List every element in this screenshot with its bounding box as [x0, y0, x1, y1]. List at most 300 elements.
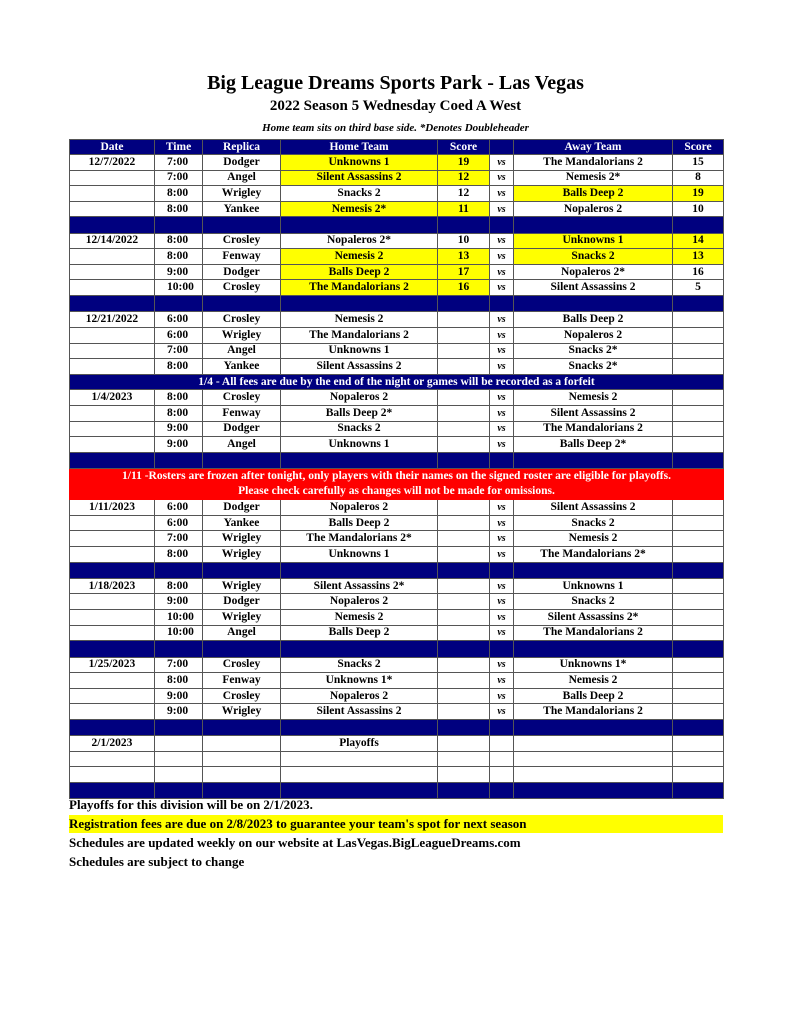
- vs-cell: vs: [490, 625, 514, 641]
- away-team-cell: Nopaleros 2*: [514, 264, 673, 280]
- away-score-cell: 8: [673, 170, 724, 186]
- vs-cell: vs: [490, 688, 514, 704]
- date-cell: 2/1/2023: [70, 736, 155, 752]
- home-team-cell: Balls Deep 2: [281, 515, 438, 531]
- away-score-cell: [673, 343, 724, 359]
- away-team-cell: Silent Assassins 2: [514, 405, 673, 421]
- empty-cell: [203, 751, 281, 767]
- time-cell: 7:00: [155, 531, 203, 547]
- column-header: Score: [673, 140, 724, 155]
- home-score-cell: 12: [438, 186, 490, 202]
- separator-cell: [514, 719, 673, 735]
- away-team-cell: The Mandalorians 2: [514, 625, 673, 641]
- time-cell: [155, 736, 203, 752]
- away-team-cell: The Mandalorians 2*: [514, 546, 673, 562]
- table-row: [70, 657, 724, 673]
- time-cell: 8:00: [155, 233, 203, 249]
- home-team-cell: Unknowns 1: [281, 546, 438, 562]
- vs-cell: vs: [490, 594, 514, 610]
- vs-cell: vs: [490, 405, 514, 421]
- time-cell: 8:00: [155, 546, 203, 562]
- replica-cell: Wrigley: [203, 546, 281, 562]
- time-cell: 7:00: [155, 657, 203, 673]
- column-header: Replica: [203, 140, 281, 155]
- time-cell: 9:00: [155, 437, 203, 453]
- vs-cell: vs: [490, 186, 514, 202]
- separator-cell: [438, 296, 490, 312]
- away-score-cell: 10: [673, 201, 724, 217]
- home-score-cell: 12: [438, 170, 490, 186]
- away-team-cell: Balls Deep 2: [514, 312, 673, 328]
- replica-cell: Angel: [203, 170, 281, 186]
- away-score-cell: 14: [673, 233, 724, 249]
- home-score-cell: [438, 500, 490, 516]
- away-score-cell: [673, 546, 724, 562]
- separator-cell: [70, 217, 155, 233]
- empty-cell: [438, 751, 490, 767]
- empty-cell: [673, 736, 724, 752]
- separator-cell: [438, 782, 490, 798]
- empty-cell: [438, 767, 490, 783]
- vs-cell: vs: [490, 201, 514, 217]
- home-team-cell: Unknowns 1: [281, 155, 438, 171]
- empty-cell: [490, 767, 514, 783]
- replica-cell: Dodger: [203, 155, 281, 171]
- week-separator: [70, 217, 724, 233]
- home-team-cell: Silent Assassins 2: [281, 704, 438, 720]
- separator-cell: [490, 217, 514, 233]
- vs-cell: vs: [490, 531, 514, 547]
- home-team-cell: Nopaleros 2: [281, 390, 438, 406]
- replica-cell: Wrigley: [203, 578, 281, 594]
- date-cell: [70, 625, 155, 641]
- home-team-cell: Nopaleros 2: [281, 500, 438, 516]
- home-team-cell: Nemesis 2: [281, 312, 438, 328]
- home-team-cell: Nopaleros 2: [281, 594, 438, 610]
- replica-cell: Wrigley: [203, 186, 281, 202]
- home-score-cell: [438, 405, 490, 421]
- separator-cell: [490, 719, 514, 735]
- page-title: Big League Dreams Sports Park - Las Vegas: [207, 72, 584, 94]
- away-team-cell: Nemesis 2*: [514, 170, 673, 186]
- empty-cell: [514, 736, 673, 752]
- away-score-cell: [673, 390, 724, 406]
- replica-cell: [203, 736, 281, 752]
- separator-cell: [203, 452, 281, 468]
- vs-cell: vs: [490, 421, 514, 437]
- replica-cell: Dodger: [203, 594, 281, 610]
- time-cell: 9:00: [155, 421, 203, 437]
- home-team-cell: Nemesis 2: [281, 610, 438, 626]
- replica-cell: Yankee: [203, 359, 281, 375]
- replica-cell: Crosley: [203, 280, 281, 296]
- roster-banner-line2-text: Please check carefully as changes will not be made for omissions.: [70, 484, 724, 500]
- time-cell: 9:00: [155, 704, 203, 720]
- separator-cell: [281, 296, 438, 312]
- empty-cell: [438, 736, 490, 752]
- vs-cell: vs: [490, 327, 514, 343]
- separator-cell: [281, 562, 438, 578]
- date-cell: [70, 688, 155, 704]
- separator-cell: [70, 641, 155, 657]
- table-row: [70, 343, 724, 359]
- separator-cell: [281, 641, 438, 657]
- home-team-cell: Silent Assassins 2*: [281, 578, 438, 594]
- separator-cell: [155, 641, 203, 657]
- away-team-cell: Nemesis 2: [514, 531, 673, 547]
- away-score-cell: [673, 312, 724, 328]
- replica-cell: Angel: [203, 343, 281, 359]
- home-score-cell: [438, 610, 490, 626]
- away-score-cell: [673, 327, 724, 343]
- vs-cell: vs: [490, 437, 514, 453]
- separator-cell: [514, 641, 673, 657]
- playoffs-row: [70, 736, 724, 752]
- separator-cell: [203, 217, 281, 233]
- time-cell: 6:00: [155, 312, 203, 328]
- away-score-cell: 5: [673, 280, 724, 296]
- replica-cell: Crosley: [203, 233, 281, 249]
- separator-cell: [203, 719, 281, 735]
- away-score-cell: 19: [673, 186, 724, 202]
- away-team-cell: Snacks 2: [514, 515, 673, 531]
- away-team-cell: Balls Deep 2: [514, 186, 673, 202]
- replica-cell: Angel: [203, 437, 281, 453]
- home-team-cell: Unknowns 1: [281, 343, 438, 359]
- empty-cell: [514, 751, 673, 767]
- separator-cell: [514, 296, 673, 312]
- replica-cell: Dodger: [203, 264, 281, 280]
- replica-cell: Wrigley: [203, 610, 281, 626]
- empty-cell: [155, 767, 203, 783]
- date-cell: [70, 327, 155, 343]
- away-team-cell: Balls Deep 2*: [514, 437, 673, 453]
- vs-cell: vs: [490, 515, 514, 531]
- table-row: [70, 594, 724, 610]
- date-cell: [70, 531, 155, 547]
- playoffs-label: Playoffs: [281, 736, 438, 752]
- away-score-cell: [673, 405, 724, 421]
- separator-cell: [514, 217, 673, 233]
- home-score-cell: 19: [438, 155, 490, 171]
- away-score-cell: 13: [673, 249, 724, 265]
- away-team-cell: Nopaleros 2: [514, 201, 673, 217]
- date-cell: [70, 201, 155, 217]
- replica-cell: Yankee: [203, 201, 281, 217]
- home-team-cell: Nopaleros 2: [281, 688, 438, 704]
- empty-cell: [490, 751, 514, 767]
- separator-cell: [281, 217, 438, 233]
- separator-cell: [155, 719, 203, 735]
- separator-cell: [203, 641, 281, 657]
- date-cell: [70, 359, 155, 375]
- table-row: [70, 170, 724, 186]
- vs-cell: vs: [490, 312, 514, 328]
- away-score-cell: [673, 421, 724, 437]
- vs-cell: vs: [490, 359, 514, 375]
- replica-cell: Crosley: [203, 390, 281, 406]
- replica-cell: Yankee: [203, 515, 281, 531]
- away-team-cell: Snacks 2*: [514, 359, 673, 375]
- table-row: [70, 327, 724, 343]
- table-row: [70, 312, 724, 328]
- replica-cell: Dodger: [203, 421, 281, 437]
- replica-cell: Wrigley: [203, 704, 281, 720]
- home-score-cell: [438, 390, 490, 406]
- separator-cell: [490, 452, 514, 468]
- table-row: [70, 704, 724, 720]
- replica-cell: Fenway: [203, 249, 281, 265]
- home-score-cell: 16: [438, 280, 490, 296]
- empty-cell: [70, 751, 155, 767]
- time-cell: 9:00: [155, 264, 203, 280]
- table-row: [70, 688, 724, 704]
- home-score-cell: [438, 594, 490, 610]
- home-team-cell: Unknowns 1: [281, 437, 438, 453]
- home-team-cell: The Mandalorians 2: [281, 327, 438, 343]
- empty-cell: [155, 751, 203, 767]
- home-team-cell: Balls Deep 2: [281, 625, 438, 641]
- time-cell: 8:00: [155, 578, 203, 594]
- away-team-cell: Nopaleros 2: [514, 327, 673, 343]
- fees-due-banner-text: 1/4 - All fees are due by the end of the night or games will be recorded as a forfeit: [70, 374, 724, 390]
- time-cell: 6:00: [155, 500, 203, 516]
- away-score-cell: [673, 657, 724, 673]
- empty-cell: [281, 751, 438, 767]
- home-score-cell: [438, 673, 490, 689]
- away-score-cell: [673, 610, 724, 626]
- table-row: [70, 546, 724, 562]
- home-team-cell: Nemesis 2*: [281, 201, 438, 217]
- separator-cell: [203, 562, 281, 578]
- replica-cell: Crosley: [203, 688, 281, 704]
- time-cell: 6:00: [155, 327, 203, 343]
- table-row: [70, 515, 724, 531]
- time-cell: 7:00: [155, 155, 203, 171]
- table-row: [70, 578, 724, 594]
- table-row: [70, 751, 724, 767]
- separator-cell: [438, 641, 490, 657]
- table-header-row: [70, 140, 724, 155]
- home-score-cell: [438, 437, 490, 453]
- away-team-cell: Snacks 2: [514, 249, 673, 265]
- page-subtitle: 2022 Season 5 Wednesday Coed A West: [269, 98, 522, 114]
- table-row: [70, 201, 724, 217]
- subject-note: Schedules are subject to change: [69, 854, 245, 869]
- empty-cell: [673, 751, 724, 767]
- home-team-cell: Nopaleros 2*: [281, 233, 438, 249]
- empty-cell: [514, 767, 673, 783]
- time-cell: 7:00: [155, 343, 203, 359]
- schedule-table: [69, 139, 724, 799]
- time-cell: 8:00: [155, 186, 203, 202]
- separator-cell: [673, 782, 724, 798]
- vs-cell: vs: [490, 500, 514, 516]
- header-note: Home team sits on third base side. *Denotes Doubleheader: [262, 122, 529, 134]
- date-cell: 1/11/2023: [70, 500, 155, 516]
- separator-cell: [673, 296, 724, 312]
- empty-cell: [281, 767, 438, 783]
- table-row: [70, 155, 724, 171]
- date-cell: 1/25/2023: [70, 657, 155, 673]
- time-cell: 6:00: [155, 515, 203, 531]
- home-score-cell: [438, 688, 490, 704]
- column-header: Away Team: [514, 140, 673, 155]
- away-score-cell: [673, 673, 724, 689]
- column-header: [490, 140, 514, 155]
- home-score-cell: [438, 343, 490, 359]
- table-row: [70, 421, 724, 437]
- vs-cell: vs: [490, 578, 514, 594]
- date-cell: [70, 280, 155, 296]
- home-score-cell: [438, 327, 490, 343]
- separator-cell: [281, 452, 438, 468]
- separator-cell: [490, 782, 514, 798]
- separator-cell: [155, 562, 203, 578]
- table-row: [70, 186, 724, 202]
- away-team-cell: Snacks 2*: [514, 343, 673, 359]
- separator-cell: [514, 452, 673, 468]
- vs-cell: vs: [490, 155, 514, 171]
- replica-cell: Dodger: [203, 500, 281, 516]
- table-row: [70, 390, 724, 406]
- separator-cell: [70, 452, 155, 468]
- vs-cell: vs: [490, 704, 514, 720]
- vs-cell: vs: [490, 170, 514, 186]
- away-team-cell: The Mandalorians 2: [514, 421, 673, 437]
- replica-cell: Fenway: [203, 673, 281, 689]
- date-cell: [70, 249, 155, 265]
- table-row: [70, 405, 724, 421]
- away-team-cell: Unknowns 1*: [514, 657, 673, 673]
- table-row: [70, 233, 724, 249]
- home-team-cell: Nemesis 2: [281, 249, 438, 265]
- separator-cell: [673, 719, 724, 735]
- date-cell: [70, 673, 155, 689]
- separator-cell: [490, 296, 514, 312]
- home-score-cell: [438, 421, 490, 437]
- away-score-cell: [673, 531, 724, 547]
- home-score-cell: [438, 515, 490, 531]
- time-cell: 7:00: [155, 170, 203, 186]
- table-row: [70, 610, 724, 626]
- week-separator: [70, 719, 724, 735]
- week-separator: [70, 641, 724, 657]
- away-team-cell: Nemesis 2: [514, 673, 673, 689]
- home-team-cell: Silent Assassins 2: [281, 359, 438, 375]
- date-cell: 1/4/2023: [70, 390, 155, 406]
- separator-cell: [514, 562, 673, 578]
- home-score-cell: [438, 704, 490, 720]
- separator-cell: [70, 296, 155, 312]
- date-cell: [70, 704, 155, 720]
- roster-banner-line1: [70, 468, 724, 484]
- separator-cell: [438, 719, 490, 735]
- away-team-cell: The Mandalorians 2: [514, 155, 673, 171]
- vs-cell: vs: [490, 233, 514, 249]
- home-score-cell: [438, 546, 490, 562]
- date-cell: [70, 405, 155, 421]
- away-score-cell: 16: [673, 264, 724, 280]
- home-team-cell: The Mandalorians 2: [281, 280, 438, 296]
- away-team-cell: Unknowns 1: [514, 233, 673, 249]
- vs-cell: vs: [490, 673, 514, 689]
- away-score-cell: [673, 625, 724, 641]
- away-score-cell: [673, 437, 724, 453]
- date-cell: [70, 170, 155, 186]
- home-score-cell: [438, 312, 490, 328]
- empty-cell: [203, 767, 281, 783]
- date-cell: [70, 546, 155, 562]
- home-score-cell: [438, 531, 490, 547]
- table-row: [70, 531, 724, 547]
- separator-cell: [673, 217, 724, 233]
- separator-cell: [438, 452, 490, 468]
- away-team-cell: Nemesis 2: [514, 390, 673, 406]
- replica-cell: Fenway: [203, 405, 281, 421]
- home-score-cell: 17: [438, 264, 490, 280]
- date-cell: [70, 264, 155, 280]
- home-score-cell: [438, 657, 490, 673]
- away-score-cell: [673, 688, 724, 704]
- replica-cell: Crosley: [203, 312, 281, 328]
- column-header: Time: [155, 140, 203, 155]
- date-cell: [70, 437, 155, 453]
- vs-cell: vs: [490, 280, 514, 296]
- away-team-cell: The Mandalorians 2: [514, 704, 673, 720]
- home-score-cell: [438, 625, 490, 641]
- time-cell: 10:00: [155, 625, 203, 641]
- home-score-cell: 10: [438, 233, 490, 249]
- away-score-cell: 15: [673, 155, 724, 171]
- empty-cell: [673, 767, 724, 783]
- separator-cell: [514, 782, 673, 798]
- table-row: [70, 625, 724, 641]
- away-team-cell: Silent Assassins 2*: [514, 610, 673, 626]
- vs-cell: vs: [490, 610, 514, 626]
- home-team-cell: Balls Deep 2*: [281, 405, 438, 421]
- away-team-cell: Balls Deep 2: [514, 688, 673, 704]
- away-team-cell: Silent Assassins 2: [514, 280, 673, 296]
- column-header: Date: [70, 140, 155, 155]
- table-row: [70, 673, 724, 689]
- separator-cell: [281, 719, 438, 735]
- date-cell: 12/7/2022: [70, 155, 155, 171]
- time-cell: 8:00: [155, 390, 203, 406]
- home-score-cell: [438, 359, 490, 375]
- date-cell: [70, 610, 155, 626]
- website-note: Schedules are updated weekly on our website at LasVegas.BigLeagueDreams.com: [69, 835, 521, 850]
- home-score-cell: [438, 578, 490, 594]
- vs-cell: vs: [490, 546, 514, 562]
- replica-cell: Wrigley: [203, 531, 281, 547]
- vs-cell: vs: [490, 249, 514, 265]
- week-separator: [70, 452, 724, 468]
- table-row: [70, 249, 724, 265]
- home-team-cell: Silent Assassins 2: [281, 170, 438, 186]
- home-team-cell: Snacks 2: [281, 186, 438, 202]
- time-cell: 10:00: [155, 280, 203, 296]
- date-cell: [70, 515, 155, 531]
- home-team-cell: Snacks 2: [281, 657, 438, 673]
- replica-cell: Angel: [203, 625, 281, 641]
- vs-cell: vs: [490, 657, 514, 673]
- roster-banner-line2: [70, 484, 724, 500]
- separator-cell: [490, 562, 514, 578]
- time-cell: 9:00: [155, 688, 203, 704]
- replica-cell: Wrigley: [203, 327, 281, 343]
- schedule-body: [70, 155, 724, 799]
